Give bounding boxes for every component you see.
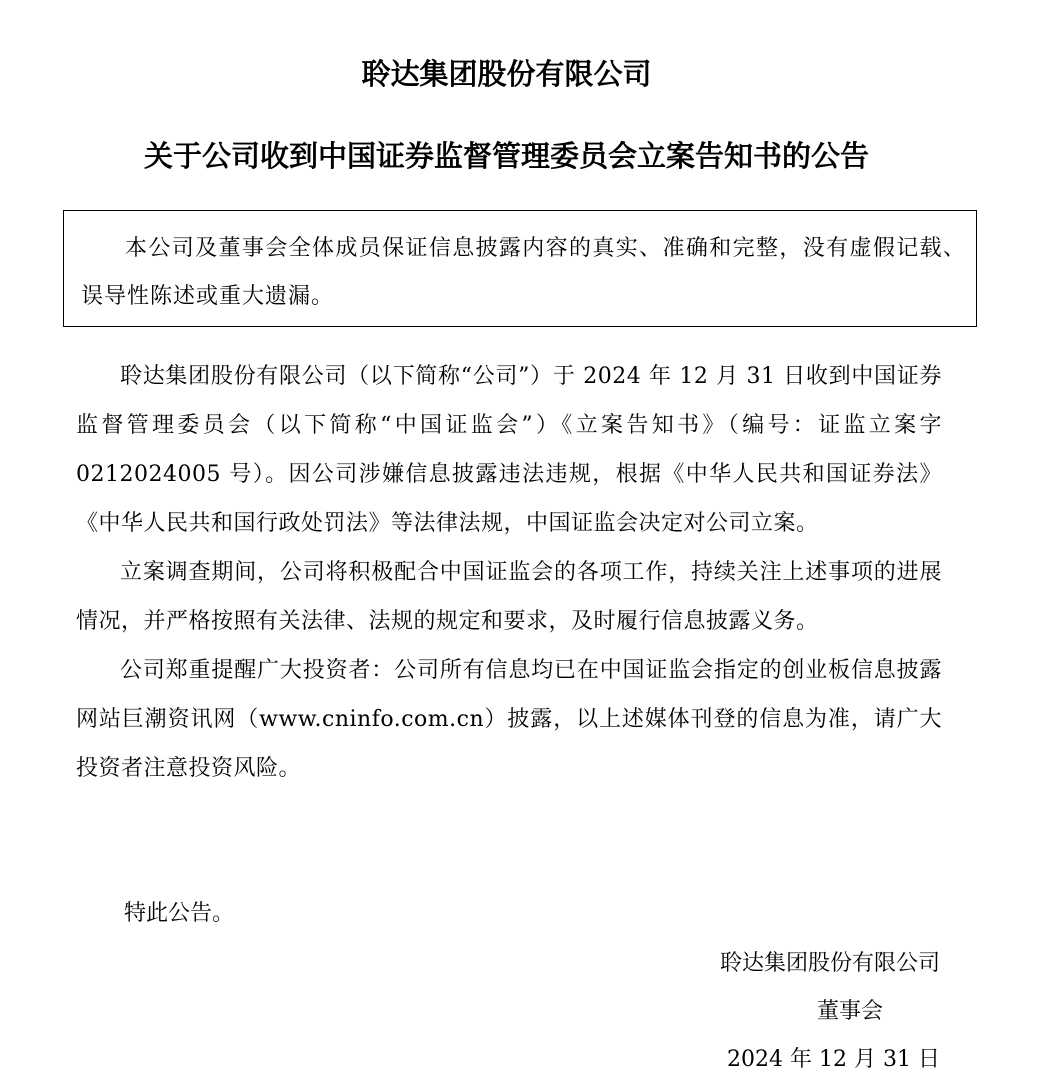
signature-board: 董事会 [816,999,883,1024]
paragraph-cooperation: 立案调查期间，公司将积极配合中国证监会的各项工作，持续关注上述事项的进展情况，并严格按照有关法律、法规的规定和要求，及时履行信息披露义务。 [76,560,942,634]
signature-block [720,940,940,1084]
disclaimer-box [63,210,977,327]
announcement-body [76,352,942,793]
notice-title: 关于公司收到中国证券监督管理委员会立案告知书的公告 [143,139,869,173]
paragraph-case-filing: 聆达集团股份有限公司（以下简称“公司”）于 2024 年 12 月 31 日收到中国证券监督管理委员会（以下简称“中国证监会”）《立案告知书》（编号：证监立案字 0212024005 号）。因公司涉嫌信息披露违法违规，根据《中华人民共和国证券法》《中华人民共和国行政处罚法》等法律法规，中国证监会决定对公司立案。 [76,364,942,536]
paragraph-investor-reminder: 公司郑重提醒广大投资者：公司所有信息均已在中国证监会指定的创业板信息披露网站巨潮资讯网（www.cninfo.com.cn）披露，以上述媒体刊登的信息为准，请广大投资者注意投资风险。 [76,658,942,781]
closing-statement: 特此公告。 [124,901,235,926]
company-title: 聆达集团股份有限公司 [361,57,652,91]
disclaimer-text: 本公司及董事会全体成员保证信息披露内容的真实、准确和完整，没有虚假记载、误导性陈述或重大遗漏。 [81,236,966,309]
signature-date: 2024 年 12 月 31 日 [727,1047,940,1072]
signature-company: 聆达集团股份有限公司 [719,951,940,976]
